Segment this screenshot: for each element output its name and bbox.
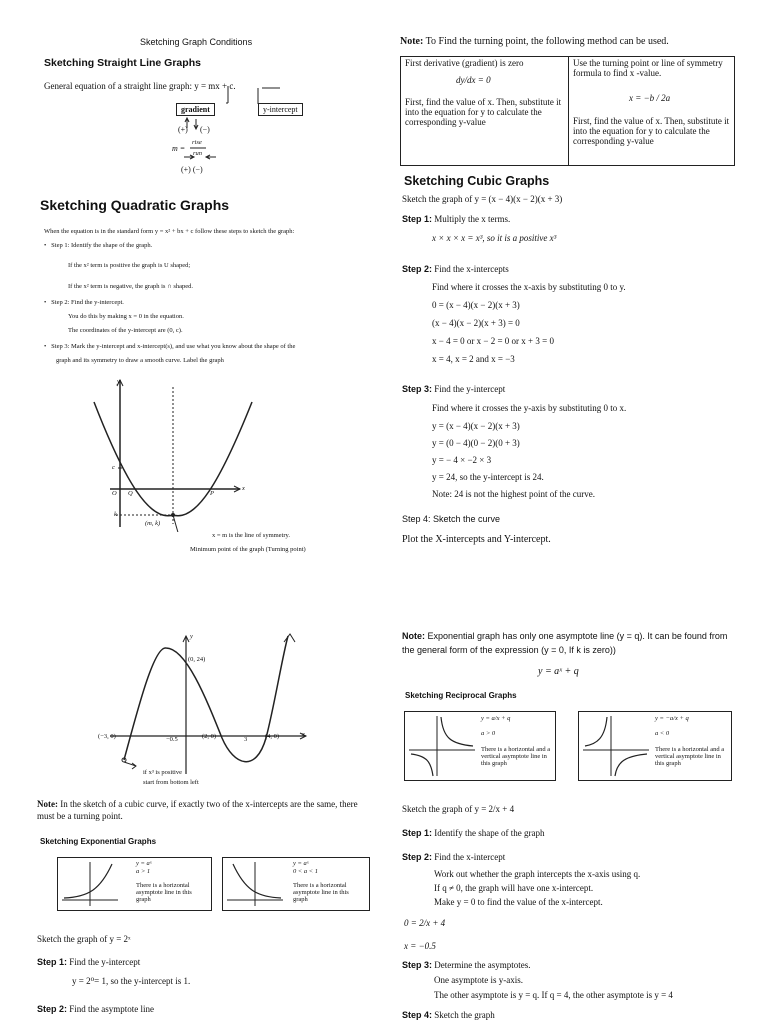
cubic-start-note: if x³ is positive [143,769,182,776]
turning-col1-text: First, find the value of x. Then, substitute it into the equation for y to calculate the corresponding y-value [405,97,562,127]
m-equation: m = [172,144,186,153]
rec-sketch: Sketch the graph of y = 2/x + 4 [402,804,515,814]
rec-step2-b: If q ≠ 0, the graph will have one x-intercept. [434,883,594,893]
gradient-neg-label: (−) [200,125,210,134]
rise-label: rise [192,139,202,146]
rec-step3-a: One asymptote is y-axis. [434,975,523,985]
cubic-step3-d: y = − 4 × −2 × 3 [432,455,492,465]
quadratic-step1-b: If the x² term is negative, the graph is ∩ shaped. [68,283,194,290]
rec-step2-c: Make y = 0 to find the value of the x-intercept. [434,897,603,907]
cubic-note: Note: In the sketch of a cubic curve, if exactly two of the x-intercepts are the same, there must be a turning point. [37,799,358,821]
cubic-step3-b: y = (x − 4)(x − 2)(x + 3) [432,421,520,431]
turning-col2-text: First, find the value of x. Then, substitute it into the equation for y to calculate the corresponding y-value [573,116,730,146]
cubic-step3-a: Find where it crosses the y-axis by substituting 0 to x. [432,403,627,413]
straight-line-heading: Sketching Straight Line Graphs [44,57,201,69]
cubic-graph [88,628,318,778]
exponential-graph-2 [222,857,370,911]
cubic-step2-b: 0 = (x − 4)(x − 2)(x + 3) [432,300,520,310]
cubic-point-4: (4, 0) [265,733,280,740]
turning-col2-title: Use the turning point or line of symmetry formula to find x -value. [573,58,723,78]
exp-step1: Step 1: Find the y-intercept [37,957,141,967]
rec-step2: Step 2: Find the x-intercept [402,852,506,862]
exponential-graph-1 [57,857,212,911]
cubic-start-note-2: start from bottom left [143,779,199,786]
reciprocal-graph-1 [404,711,556,781]
cubic-step3-f: Note: 24 is not the highest point of the curve. [432,489,595,499]
quadratic-heading: Sketching Quadratic Graphs [40,197,230,213]
turning-col1-eq: dy/dx = 0 [456,75,491,85]
exp-note: Note: Exponential graph has only one asymptote line (y = q). It can be found from the general form of the expression (y = 0, If k is zero)) [402,631,728,655]
quadratic-mk-label: (m, k) [145,520,161,527]
gradient-pos-label: (+) [178,125,188,134]
quadratic-p-label: P [210,490,214,497]
rec-g2-text: There is a horizontal and a vertical asymptote line in this graph [655,746,725,767]
exp-note-eq: y = aˣ + q [538,666,579,677]
exp-g2-text: There is a horizontal asymptote line in this graph [293,882,349,903]
rec-step3: Step 3: Determine the asymptotes. [402,960,531,970]
cubic-step1-a: x × x × x = x³, so it is a positive x³ [432,233,557,243]
reciprocal-heading: Sketching Reciprocal Graphs [405,691,517,700]
cubic-point-neg05: −0.5 [166,736,178,743]
cubic-step2-d: x − 4 = 0 or x − 2 = 0 or x + 3 = 0 [432,336,554,346]
cubic-point-2: (2, 0) [202,733,217,740]
quadratic-step1-a: If the x² term is positive the graph is U shaped; [68,262,191,269]
quadratic-q-label: Q [128,490,133,497]
cubic-step2: Step 2: Find the x-intercepts [402,264,509,274]
turning-col1-title: First derivative (gradient) is zero [405,58,524,68]
quadratic-minimum-label: Minimum point of the graph (Turning point) [190,546,306,553]
rec-step4: Step 4: Sketch the graph [402,1010,495,1020]
cubic-step3: Step 3: Find the y-intercept [402,384,506,394]
cubic-point-0-24: (0, 24) [188,656,206,663]
quadratic-symmetry-label: x = m is the line of symmetry. [212,532,290,539]
exp-sketch: Sketch the graph of y = 2ˣ [37,934,131,944]
rec-g2-cond: a < 0 [655,730,670,737]
quadratic-x-label: x [242,485,245,492]
cubic-step3-e: y = 24, so the y-intercept is 24. [432,472,544,482]
y-intercept-box: y-intercept [258,103,303,116]
cubic-step2-e: x = 4, x = 2 and x = −3 [432,354,515,364]
run-label: run [193,150,203,157]
page-title: Sketching Graph Conditions [140,37,253,47]
quadratic-step3-a: • Step 3: Mark the y-intercept and x-intercept(s), and use what you know about the shape of the [44,343,296,350]
cubic-step4-a: Plot the X-intercepts and Y-intercept. [402,534,551,545]
quadratic-step3-b: graph and its symmetry to draw a smooth curve. Label the graph [56,357,224,364]
cubic-step4: Step 4: Sketch the curve [402,514,501,524]
exp-step2: Step 2: Find the asymptote line [37,1004,155,1014]
rec-g1-cond: a > 0 [481,730,496,737]
exp-g1-text: There is a horizontal asymptote line in this graph [136,882,192,903]
quadratic-intro: When the equation is in the standard form y = x² + bx + c follow these steps to sketch the graph: [44,228,295,235]
quadratic-step2-a: You do this by making x = 0 in the equation. [68,313,184,320]
rec-step2-e: x = −0.5 [404,941,436,951]
cubic-step2-a: Find where it crosses the x-axis by substituting 0 to y. [432,282,626,292]
reciprocal-graph-2 [578,711,732,781]
rec-step1: Step 1: Identify the shape of the graph [402,828,545,838]
cubic-step2-c: (x − 4)(x − 2)(x + 3) = 0 [432,318,520,328]
rec-step3-b: The other asymptote is y = q. If q = 4, the other asymptote is y = 4 [434,990,673,1000]
exp-g1-eq: y = aˣ [136,860,152,867]
quadratic-y-label: y [117,378,120,385]
quadratic-k-label: k [114,511,117,518]
cubic-x-label: x [302,731,305,738]
rec-step2-d: 0 = 2/x + 4 [404,918,446,928]
cubic-point-3: 3 [244,736,248,743]
rec-g2-eq: y = −a/x + q [655,715,689,722]
run-direction-label: (+) (−) [181,165,203,174]
gradient-box: gradient [176,103,215,116]
exp-g2-eq: y = aˣ [293,860,309,867]
turning-note: Note: To Find the turning point, the following method can be used. [400,36,669,47]
exponential-heading: Sketching Exponential Graphs [40,837,157,846]
turning-table [400,56,735,166]
quadratic-graph [80,372,280,532]
cubic-point-neg3: (−3, 0) [98,733,116,740]
quadratic-step2: • Step 2: Find the y-intercept. [44,299,124,306]
quadratic-c-label: c [112,464,115,471]
quadratic-step1: • Step 1: Identify the shape of the graph. [44,242,153,249]
quadratic-o-label: O [112,490,117,497]
exp-g1-cond: a > 1 [136,868,151,875]
rec-g1-eq: y = a/x + q [481,715,511,722]
rec-step2-a: Work out whether the graph intercepts the x-axis using q. [434,869,641,879]
exp-g2-cond: 0 < a < 1 [293,868,319,875]
cubic-step3-c: y = (0 − 4)(0 − 2)(0 + 3) [432,438,520,448]
quadratic-step2-b: The coordinates of the y-intercept are (0, c). [68,327,183,334]
turning-col2-eq: x = −b / 2a [629,93,671,103]
cubic-heading: Sketching Cubic Graphs [404,174,550,188]
cubic-sketch-eq: Sketch the graph of y = (x − 4)(x − 2)(x + 3) [402,194,563,204]
exp-step1-a: y = 2⁰= 1, so the y-intercept is 1. [72,976,191,986]
straight-line-equation: General equation of a straight line graph: y = mx + c. [44,81,236,91]
rec-g1-text: There is a horizontal and a vertical asymptote line in this graph [481,746,551,767]
cubic-step1: Step 1: Multiply the x terms. [402,214,511,224]
cubic-y-label: y [190,633,193,640]
